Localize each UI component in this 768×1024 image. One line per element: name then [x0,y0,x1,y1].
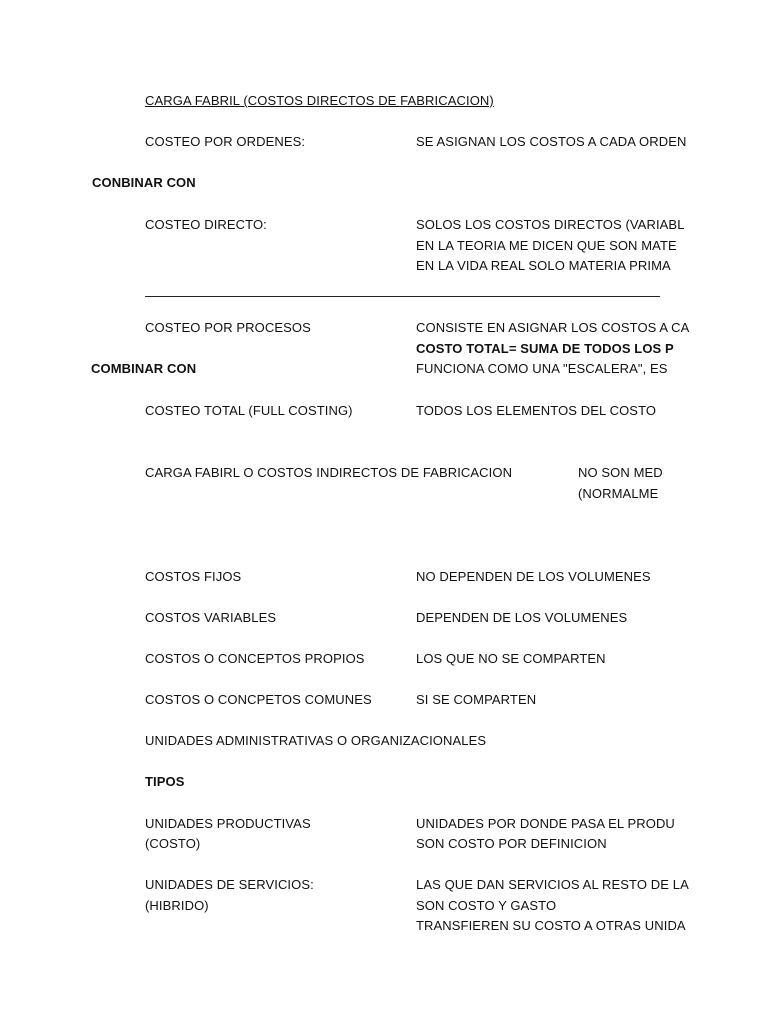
propios-label: COSTOS O CONCEPTOS PROPIOS [145,651,365,666]
indirectos-label: CARGA FABIRL O COSTOS INDIRECTOS DE FABRICACION [145,465,513,480]
comunes-label: COSTOS O CONCPETOS COMUNES [145,692,372,707]
fijos-desc: NO DEPENDEN DE LOS VOLUMENES [416,569,651,584]
page-title: CARGA FABRIL (COSTOS DIRECTOS DE FABRICACION) [145,93,494,108]
variables-desc: DEPENDEN DE LOS VOLUMENES [416,610,628,625]
directo-label: COSTEO DIRECTO: [145,217,267,232]
propios-desc: LOS QUE NO SE COMPARTEN [416,651,606,666]
variables-label: COSTOS VARIABLES [145,610,277,625]
combinar-con-2: COMBINAR CON [91,361,197,376]
total-label: COSTEO TOTAL (FULL COSTING) [145,403,353,418]
procesos-escalera: FUNCIONA COMO UNA "ESCALERA", ES [416,361,668,376]
unidades-admin-heading: UNIDADES ADMINISTRATIVAS O ORGANIZACIONALES [145,733,487,748]
servicios-desc-1: LAS QUE DAN SERVICIOS AL RESTO DE LA [416,877,689,892]
comunes-desc: SI SE COMPARTEN [416,692,537,707]
fijos-label: COSTOS FIJOS [145,569,242,584]
tipos-heading: TIPOS [145,774,185,789]
directo-desc-3: EN LA VIDA REAL SOLO MATERIA PRIMA [416,258,671,273]
procesos-label: COSTEO POR PROCESOS [145,320,311,335]
ordenes-desc: SE ASIGNAN LOS COSTOS A CADA ORDEN [416,134,687,149]
servicios-desc-2: SON COSTO Y GASTO [416,898,557,913]
total-desc: TODOS LOS ELEMENTOS DEL COSTO [416,403,657,418]
productivas-desc-1: UNIDADES POR DONDE PASA EL PRODU [416,816,675,831]
ordenes-label: COSTEO POR ORDENES: [145,134,306,149]
indirectos-desc-1: NO SON MED [578,465,663,480]
productivas-label-1: UNIDADES PRODUCTIVAS [145,816,311,831]
productivas-desc-2: SON COSTO POR DEFINICION [416,836,607,851]
procesos-desc: CONSISTE EN ASIGNAR LOS COSTOS A CA [416,320,690,335]
directo-desc-1: SOLOS LOS COSTOS DIRECTOS (VARIABL [416,217,685,232]
combinar-con-1: CONBINAR CON [92,175,196,190]
servicios-label-2: (HIBRIDO) [145,898,209,913]
productivas-label-2: (COSTO) [145,836,201,851]
servicios-label-1: UNIDADES DE SERVICIOS: [145,877,314,892]
directo-desc-2: EN LA TEORIA ME DICEN QUE SON MATE [416,238,677,253]
servicios-desc-3: TRANSFIEREN SU COSTO A OTRAS UNIDA [416,918,686,933]
section-divider [145,296,660,297]
procesos-formula: COSTO TOTAL= SUMA DE TODOS LOS P [416,341,674,356]
indirectos-desc-2: (NORMALME [578,486,659,501]
